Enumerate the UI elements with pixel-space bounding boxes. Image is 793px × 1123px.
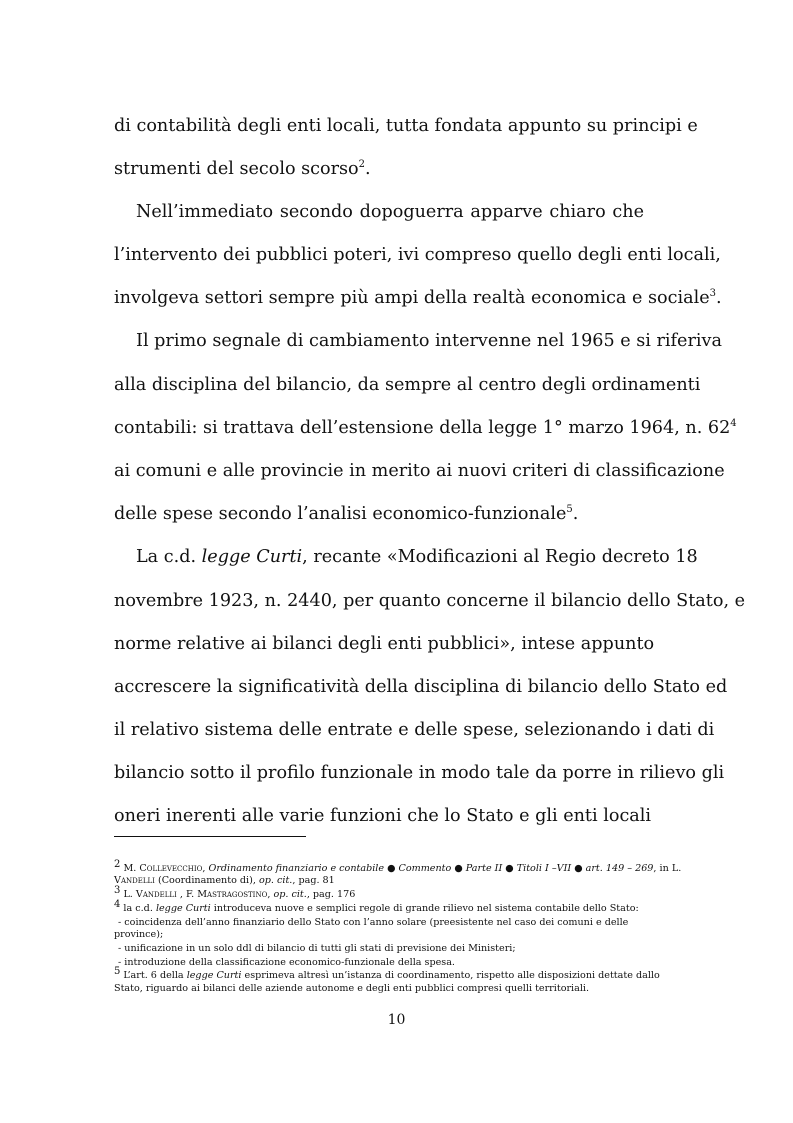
body-line-17: oneri inerenti alle varie funzioni che lo Stato e gli enti locali	[114, 806, 652, 826]
footnote-4-item-1-cont: province);	[114, 929, 164, 940]
footnote-ref-2[interactable]: 2	[358, 159, 366, 171]
body-line-2: strumenti del secolo scorso$^2$.	[114, 159, 371, 179]
body-line-4: l’intervento dei pubblici poteri, ivi compreso quello degli enti locali,	[114, 245, 721, 265]
page-number: 10	[387, 1012, 406, 1028]
body-line-8: contabili: si trattava dell’estensione della legge 1° marzo 1964, n. $62^4$	[114, 418, 737, 438]
body-line-6: Il primo segnale di cambiamento intervenne nel 1965 e si riferiva	[136, 331, 722, 351]
body-line-14: accrescere la significatività della disciplina di bilancio dello Stato ed	[114, 677, 728, 697]
body-line-3: Nell’immediato secondo dopoguerra apparve chiaro che	[136, 202, 644, 222]
footnote-5-line-1: $^5$ L’art. 6 della legge Curti esprimeva altresì un’istanza di coordinamento, rispetto alle disposizioni dettate dallo	[114, 965, 660, 981]
body-line-7: alla disciplina del bilancio, da sempre al centro degli ordinamenti	[114, 375, 701, 395]
body-line-10: delle spese secondo l’analisi economico-funzionale$^5$.	[114, 504, 579, 524]
footnote-4-item-3: - introduzione della classificazione economico-funzionale della spesa.	[118, 957, 455, 968]
footnote-ref-5[interactable]: 5	[566, 504, 573, 516]
footnote-2-line-1: $^2$ M. Collevecchio, Ordinamento finanziario e contabile ● Commento ● Parte II ● Titoli I –VII ● art. 149 – 269, in L.	[114, 858, 682, 874]
legge-curti-italic: legge Curti	[201, 547, 303, 567]
body-line-5: involgeva settori sempre più ampi della realtà economica e sociale$^3$.	[114, 288, 722, 308]
footnote-4-item-2: - unificazione in un solo ddl di bilancio di tutti gli stati di previsione dei Ministeri;	[118, 943, 516, 954]
footnote-separator	[114, 836, 306, 837]
body-line-13: norme relative ai bilanci degli enti pubblici», intese appunto	[114, 634, 655, 654]
body-line-11: La c.d. legge Curti, recante «Modificazioni al Regio decreto 18	[136, 547, 698, 567]
body-line-9: ai comuni e alle provincie in merito ai nuovi criteri di classificazione	[114, 461, 725, 481]
footnote-3: $^3$ L. Vandelli , F. Mastragostino, op. cit., pag. 176	[114, 884, 356, 900]
body-line-12: novembre 1923, n. 2440, per quanto concerne il bilancio dello Stato, e	[114, 591, 746, 611]
footnote-ref-3[interactable]: 3	[709, 288, 717, 300]
body-line-1: di contabilità degli enti locali, tutta fondata appunto su principi e	[114, 116, 698, 136]
body-line-16: bilancio sotto il profilo funzionale in modo tale da porre in rilievo gli	[114, 763, 725, 783]
footnote-5-line-2: Stato, riguardo ai bilanci delle aziende autonome e degli enti pubblici compresi quelli territoriali.	[114, 983, 590, 994]
footnote-4-line-1: $^4$ la c.d. legge Curti introduceva nuove e semplici regole di grande rilievo nel sistema contabile dello Stato:	[114, 898, 639, 914]
footnote-ref-4[interactable]: 4	[730, 418, 737, 430]
footnote-4-item-1: - coincidenza dell’anno finanziario dello Stato con l’anno solare (preesistente nel caso dei comuni e delle	[118, 917, 629, 928]
footnote-2-line-2: Vandelli (Coordinamento di), op. cit., pag. 81	[114, 875, 335, 886]
body-line-15: il relativo sistema delle entrate e delle spese, selezionando i dati di	[114, 720, 715, 740]
